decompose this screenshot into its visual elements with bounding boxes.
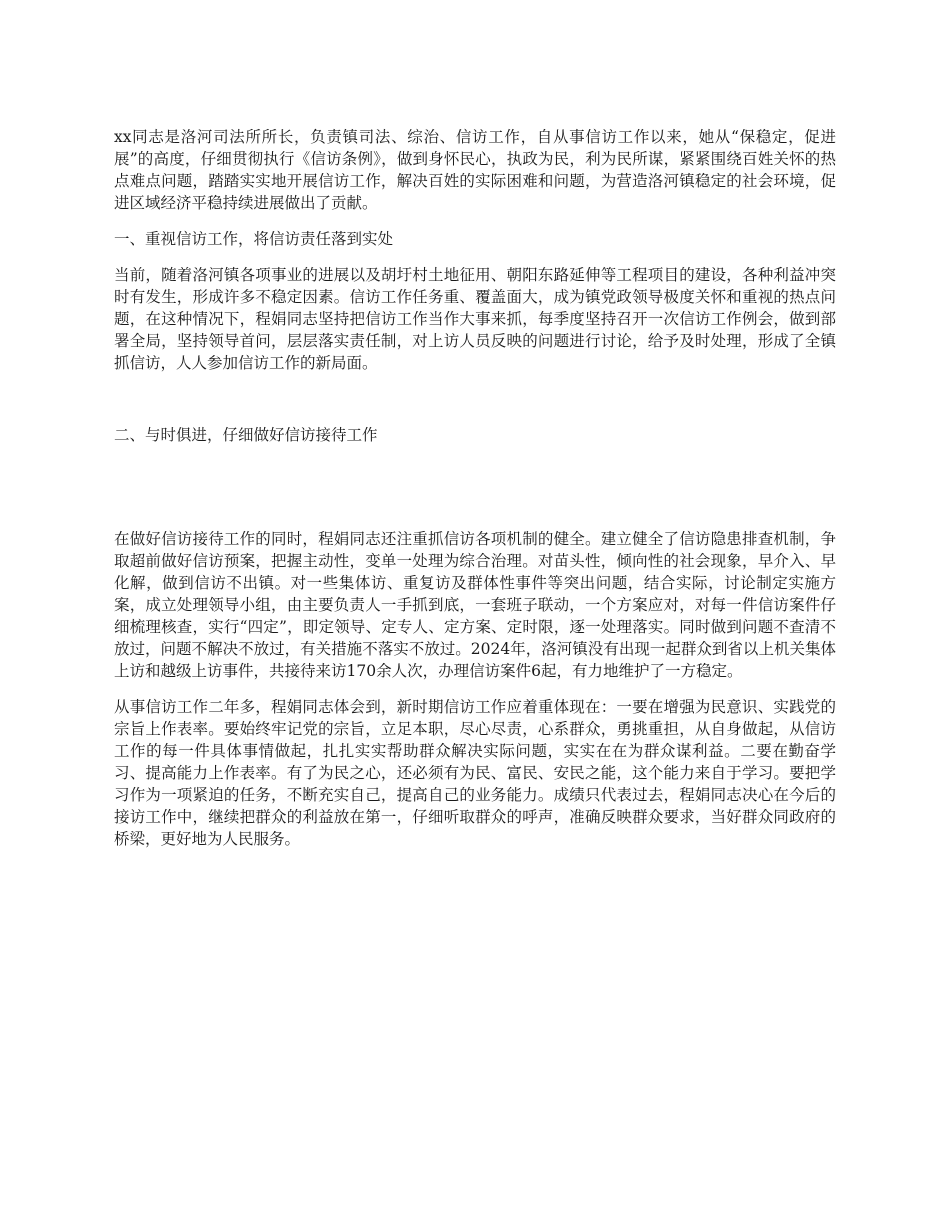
closing-paragraph: 从事信访工作二年多，程娟同志体会到，新时期信访工作应着重体现在：一要在增强为民意识、实践党的宗旨上作表率。要始终牢记党的宗旨，立足本职，尽心尽责，心系群众，勇挑重担，从自身做起，从信访工作的每一件具体事情做起，扎扎实实帮助群众解决实际问题，实实在在为群众谋利益。二要在勤奋学习、提高能力上作表率。有了为民之心，还必须有为民、富民、安民之能，这个能力来自于学习。要把学习作为一项紧迫的任务，不断充实自己，提高自己的业务能力。成绩只代表过去，程娟同志决心在今后的接访工作中，继续把群众的利益放在第一，仔细听取群众的呼声，准确反映群众要求，当好群众同政府的桥梁，更好地为人民服务。 xyxy=(114,698,836,848)
section-2-paragraph: 在做好信访接待工作的同时，程娟同志还注重抓信访各项机制的健全。建立健全了信访隐患排查机制，争取超前做好信访预案，把握主动性，变单一处理为综合治理。对苗头性，倾向性的社会现象，早介入、早化解，做到信访不出镇。对一些集体访、重复访及群体性事件等突出问题，结合实际，讨论制定实施方案，成立处理领导小组，由主要负责人一手抓到底，一套班子联动，一个方案应对，对每一件信访案件仔细梳理核查，实行“四定”，即定领导、定专人、定方案、定时限，逐一处理落实。同时做到问题不查清不放过，问题不解决不放过，有关措施不落实不放过。2024年，洛河镇没有出现一起群众到省以上机关集体上访和越级上访事件，共接待来访170余人次，办理信访案件6起，有力地维护了一方稳定。 xyxy=(114,530,836,680)
section-1-heading: 一、重视信访工作，将信访责任落到实处 xyxy=(114,230,394,248)
section-1-paragraph: 当前，随着洛河镇各项事业的进展以及胡圩村土地征用、朝阳东路延伸等工程项目的建设，各种利益冲突时有发生，形成许多不稳定因素。信访工作任务重、覆盖面大，成为镇党政领导极度关怀和重视的热点问题，在这种情况下，程娟同志坚持把信访工作当作大事来抓，每季度坚持召开一次信访工作例会，做到部署全局，坚持领导首问，层层落实责任制，对上访人员反映的问题进行讨论，给予及时处理，形成了全镇抓信访，人人参加信访工作的新局面。 xyxy=(114,266,836,372)
intro-paragraph: xx同志是洛河司法所所长，负责镇司法、综治、信访工作，自从事信访工作以来，她从“保稳定，促进展”的高度，仔细贯彻执行《信访条例》，做到身怀民心，执政为民，利为民所谋，紧紧围绕百姓关怀的热点难点问题，踏踏实实地开展信访工作，解决百姓的实际困难和问题，为营造洛河镇稳定的社会环境，促进区域经济平稳持续进展做出了贡献。 xyxy=(114,128,836,212)
section-2-heading: 二、与时俱进，仔细做好信访接待工作 xyxy=(114,426,378,444)
document-page xyxy=(114,126,836,850)
